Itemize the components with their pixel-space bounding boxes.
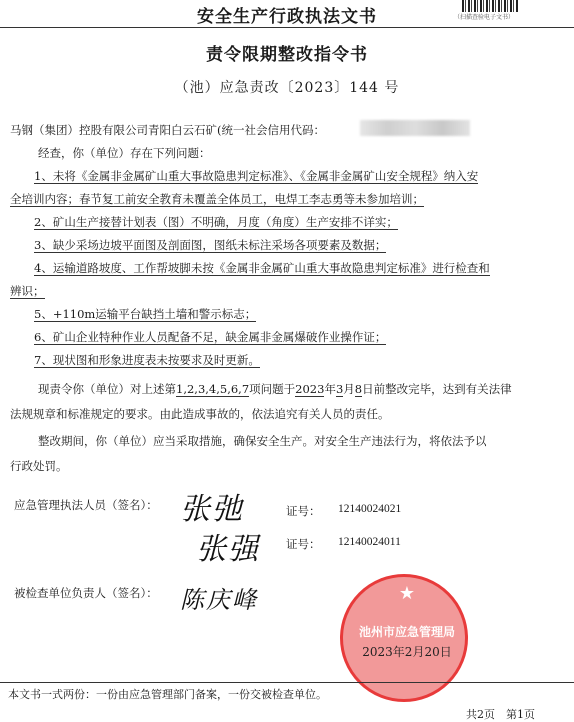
header-divider <box>0 27 574 28</box>
redacted-code <box>360 120 470 136</box>
problem-line: 4、运输道路坡度、工作帮坡脚未按《金属非金属矿山重大事故隐患判定标准》进行检查和 <box>34 261 490 275</box>
officer-signature-2: 张强 <box>196 532 260 567</box>
problem-line: 2、矿山生产接替计划表（图）不明确，月度（角度）生产安排不详实； <box>34 215 398 229</box>
order-line-1: 现责令你（单位）对上述第1,2,3,4,5,6,7项问题于2023年3月8日前整改完毕，达到有关法律 <box>38 382 512 396</box>
intro-text: 经查，你（单位）存在下列问题： <box>38 146 211 160</box>
order-items: 1,2,3,4,5,6,7 <box>176 382 250 396</box>
officer-signature-1: 张弛 <box>180 492 244 527</box>
star-icon: ★ <box>398 583 416 604</box>
inspected-signature: 陈庆峰 <box>180 586 258 614</box>
footer-divider <box>0 682 574 683</box>
problem-line: 3、缺少采场边坡平面图及剖面图，图纸未标注采场各项要素及数据； <box>34 238 387 252</box>
order-line-2: 法规规章和标准规定的要求。由此造成事故的，依法追究有关人员的责任。 <box>10 407 390 421</box>
barcode-icon <box>462 0 518 12</box>
problem-line: 全培训内容；春节复工前安全教育未覆盖全体员工，电焊工李志勇等未参加培训； <box>10 192 424 206</box>
problem-line: 5、+110m运输平台缺挡土墙和警示标志； <box>34 307 257 321</box>
document-number: （池）应急责改〔2023〕144 号 <box>174 80 400 96</box>
page-count: 共2页 第1页 <box>466 708 535 721</box>
inspected-label: 被检查单位负责人（签名）： <box>14 586 158 600</box>
addressee: 马钢（集团）控股有限公司青阳白云石矿(统一社会信用代码： <box>10 123 325 137</box>
seal-org: 池州市应急管理局 <box>358 625 455 639</box>
officers-label: 应急管理执法人员（签名）： <box>14 498 158 512</box>
cert-number-1: 12140024021 <box>338 503 402 515</box>
problem-line: 辨识； <box>10 284 45 298</box>
header-title: 安全生产行政执法文书 <box>197 7 377 27</box>
problem-line: 1、未将《金属非金属矿山重大事故隐患判定标准》、《金属非金属矿山安全规程》纳入安 <box>34 169 479 183</box>
seal-date: 2023年2月20日 <box>362 645 452 659</box>
period-line-2: 行政处罚。 <box>10 459 68 473</box>
cert-label-2: 证号： <box>286 537 321 551</box>
cert-number-2: 12140024011 <box>338 536 401 548</box>
period-line-1: 整改期间，你（单位）应当采取措施，确保安全生产。对安全生产违法行为，将依法予以 <box>38 434 487 448</box>
footer-note: 本文书一式两份：一份由应急管理部门备案，一份交被检查单位。 <box>8 688 327 701</box>
document-title: 责令限期整改指令书 <box>206 45 368 65</box>
problem-line: 7、现状图和形象进度表未按要求及时更新。 <box>34 353 260 367</box>
problem-line: 6、矿山企业特种作业人员配备不足，缺金属非金属爆破作业操作证； <box>34 330 387 344</box>
qr-caption: （扫描查验电子文书） <box>454 14 515 21</box>
cert-label-1: 证号： <box>286 504 321 518</box>
